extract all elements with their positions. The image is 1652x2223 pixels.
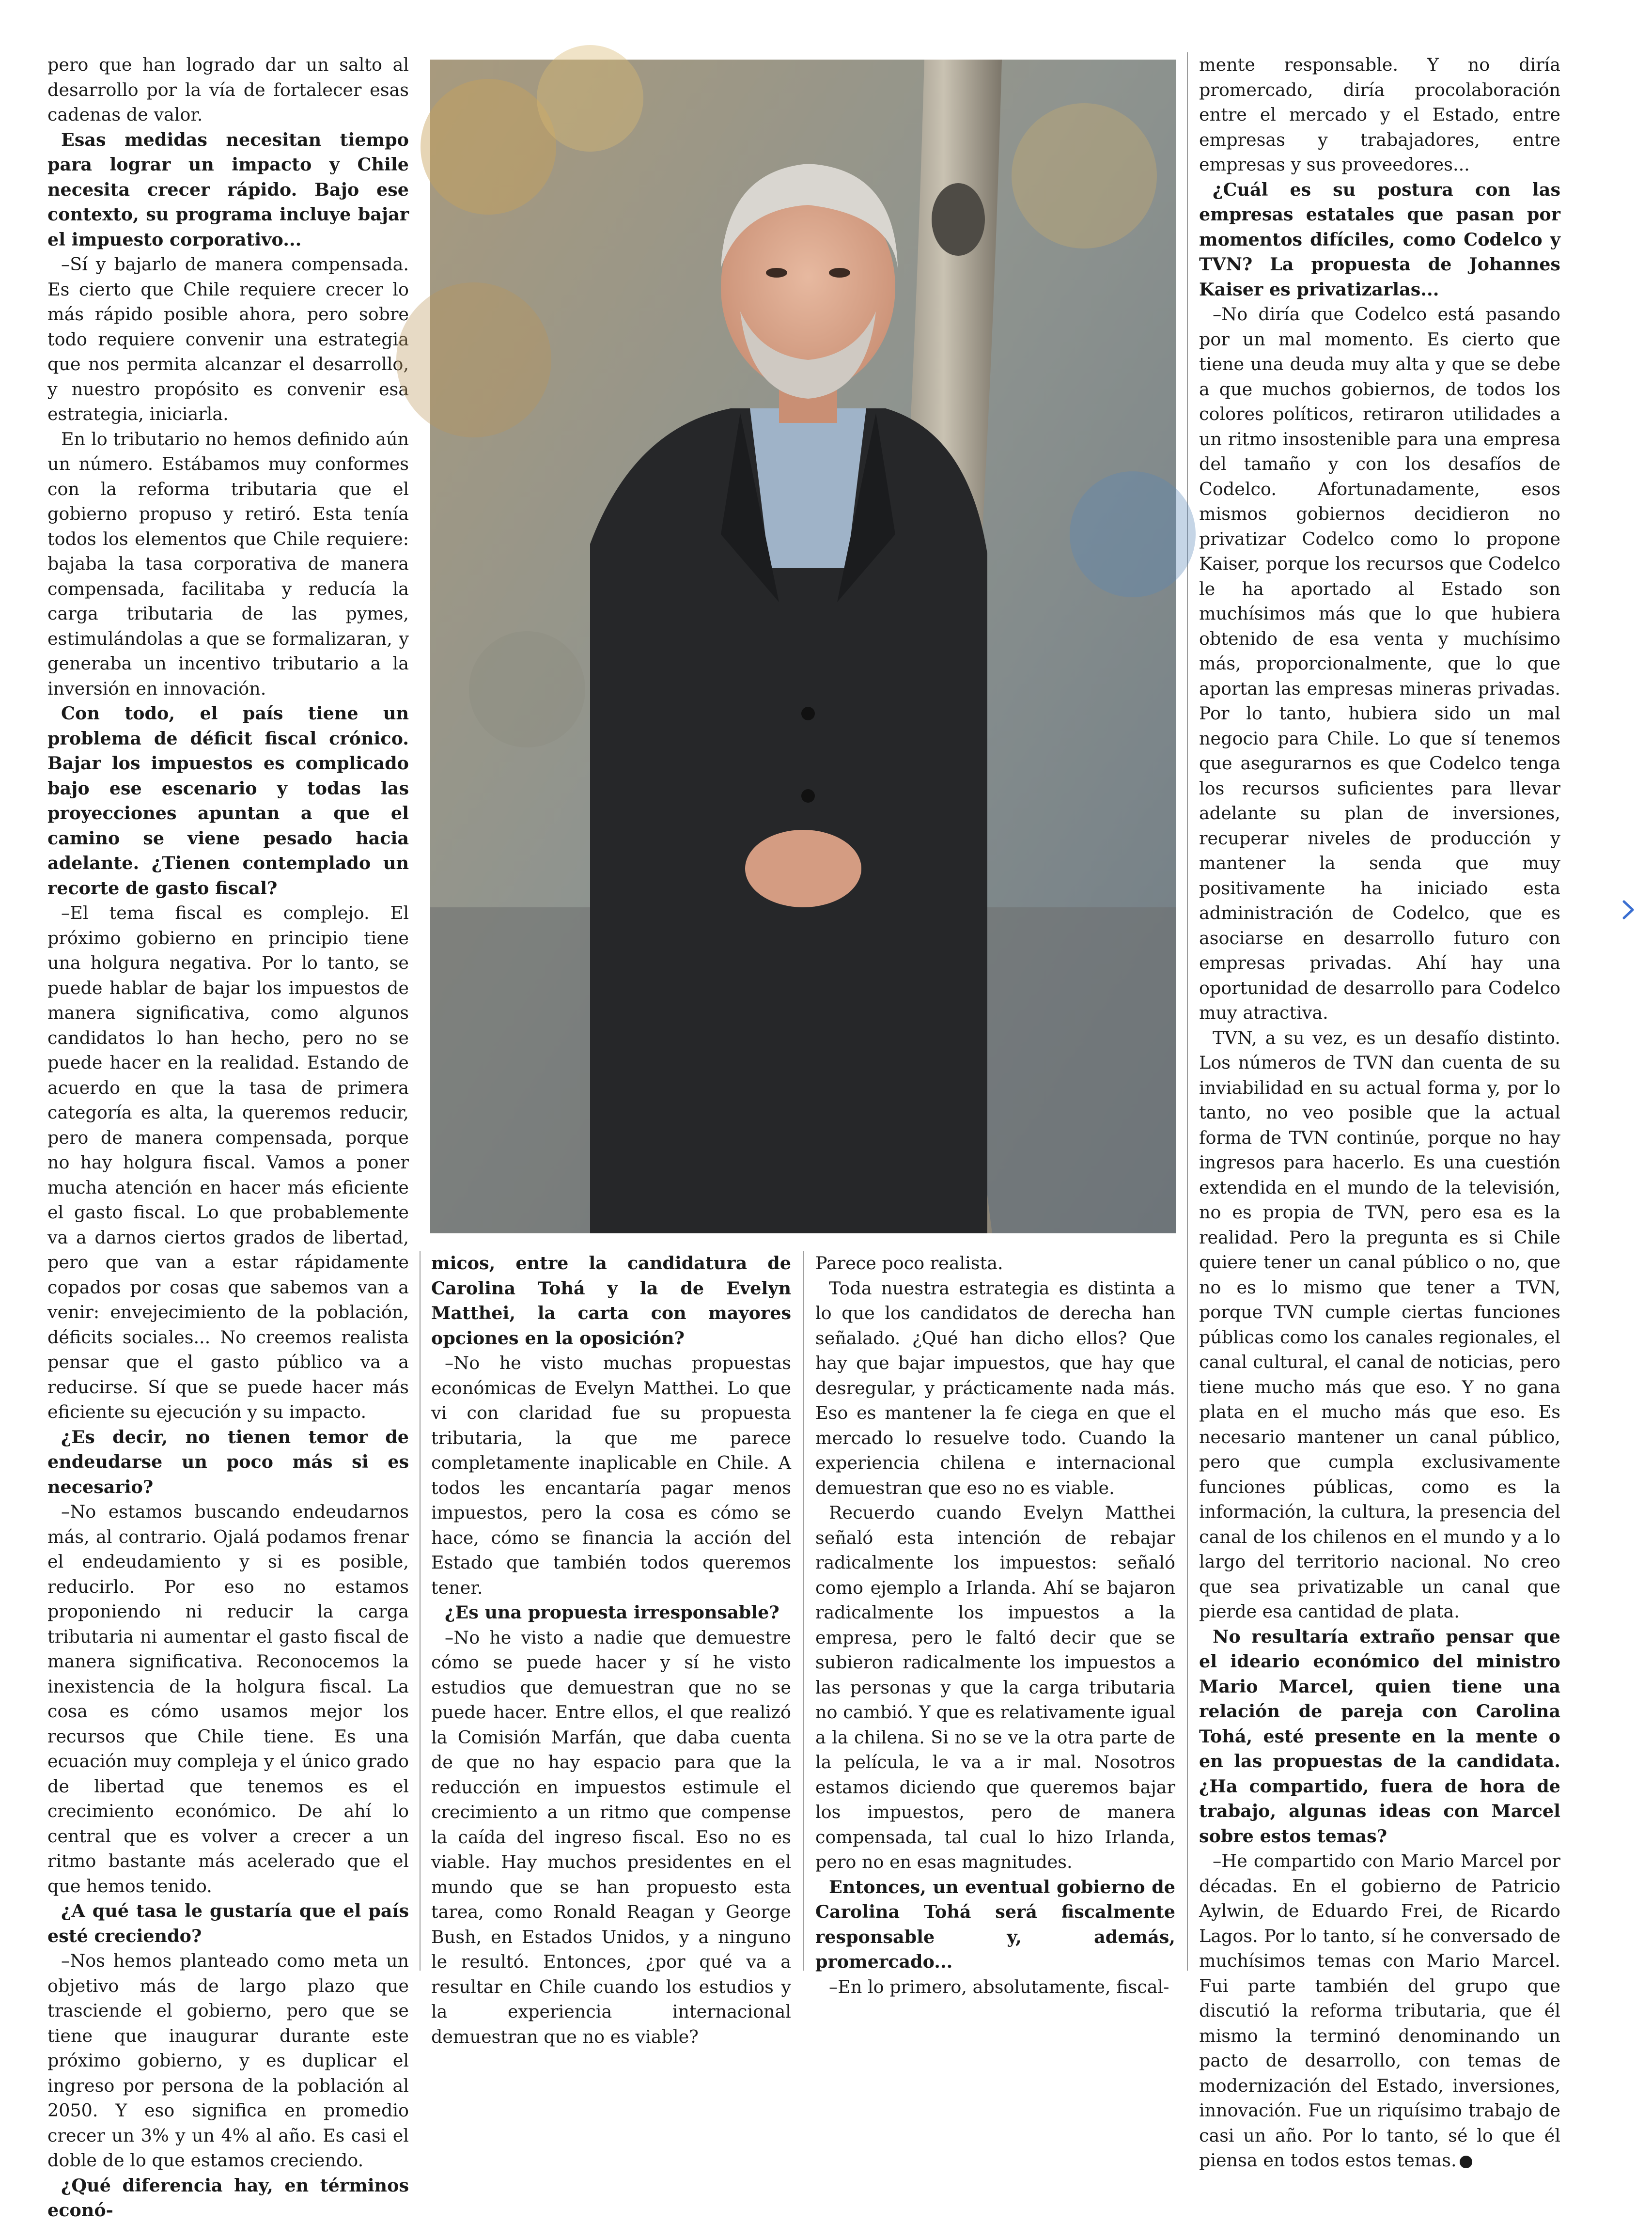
answer-paragraph: –No diría que Codelco está pasando por un mal momento. Es cierto que tiene una deuda muy alta y que se debe a que muchos gobiernos, de todos los colores políticos, retiraron utilidades a un ritmo insostenible para una empresa del tamaño y con los desafíos de Codelco. Afortunadamente, esos mismos gobiernos decidieron no privatizar Codelco como lo propone Kaiser, porque los recursos que Codelco le ha aportado al Estado son muchísimos más que lo que hubiera obtenido de esa venta y muchísimo más, proporcionalmente, que lo que aportan las empresas mineras privadas. Por lo tanto, hubiera sido un mal negocio para Chile. Lo que sí tenemos que asegurarnos es que Codelco tenga los recursos suficientes para llevar adelante su plan de inversiones, recuperar niveles de producción y mantener la senda que muy positivamente ha iniciado esta administración de Codelco, que es asociarse en desarrollo futuro con empresas privadas. Ahí hay una oportunidad de desarrollo para Codelco muy atractiva.	[1199, 304, 1560, 1023]
answer-paragraph: Toda nuestra estrategia es distinta a lo que los candidatos de derecha han señalado. ¿Qué han dicho ellos? Que hay que bajar impuestos, que hay que desregular, y prácticamente nada más. Eso es mantener la fe ciega en que el mercado lo resuelve todo. Cuando la experiencia chilena e internacional demuestran que eso no es viable.	[815, 1277, 1175, 1498]
answer-paragraph: mente responsable. Y no diría promercado, diría procolaboración entre el mercado y el Estado, entre empresas y trabajadores, entre empresas y sus proveedores...	[1199, 54, 1560, 175]
answer-paragraph: –No estamos buscando endeudarnos más, al contrario. Ojalá podamos frenar el endeudamiento y si es posible, reducirlo. Por eso no estamos proponiendo ni reducir la carga tributaria ni aumentar el gasto fiscal de manera significativa. Reconocemos la inexistencia de la holgura fiscal. La cosa es cómo usamos mejor los recursos que Chile tiene. Es una ecuación muy compleja y el único grado de libertad que tenemos es el crecimiento económico. De ahí lo central que es volver a crecer a un ritmo bastante más acelerado que el que hemos tenido.	[47, 1501, 409, 1897]
column-rule	[803, 1251, 804, 1971]
question-paragraph: ¿Cuál es su postura con las empresas estatales que pasan por momentos difíciles, como Codelco y TVN? La propuesta de Johannes Kaiser es privatizarlas...	[1199, 179, 1560, 300]
answer-paragraph: pero que han logrado dar un salto al desarrollo por la vía de fortalecer esas cadenas de valor.	[47, 54, 409, 125]
column-rule	[420, 1251, 421, 1971]
column-rule	[1187, 52, 1188, 1971]
chevron-right-icon	[1613, 893, 1642, 927]
answer-paragraph: –Sí y bajarlo de manera compensada. Es cierto que Chile requiere crecer lo más rápido posible ahora, pero sobre todo requiere convenir una estrategia que nos permita alcanzar el desarrollo, y nuestro propósito es convenir esa estrategia, iniciarla.	[47, 254, 409, 424]
portrait-photo	[430, 60, 1176, 1233]
end-mark-icon: P	[1460, 2156, 1472, 2168]
answer-paragraph: En lo tributario no hemos definido aún un número. Estábamos muy conformes con la reforma tributaria que el gobierno propuso y retiró. Esta tenía todos los elementos que Chile requiere: bajaba la tasa corporativa de manera compensada, facilitaba y reducía la carga tributaria de las pymes, estimulándolas a que se formalizaran, y generaba un incentivo tributario a la inversión en innovación.	[47, 428, 409, 699]
question-paragraph: ¿Qué diferencia hay, en términos econó-	[47, 2175, 409, 2221]
article-column-1	[47, 52, 409, 2221]
answer-paragraph: –Nos hemos planteado como meta un objetivo más de largo plazo que trasciende el gobierno, pero que se tiene que inaugurar durante este próximo gobierno, y es duplicar el ingreso por persona de la población al 2050. Y eso significa en promedio crecer un 3% y un 4% al año. Es casi el doble de lo que estamos creciendo.	[47, 1950, 409, 2171]
answer-paragraph: Recuerdo cuando Evelyn Matthei señaló esta intención de rebajar radicalmente los impuestos: señaló como ejemplo a Irlanda. Ahí se bajaron radicalmente los impuestos a la empresa, pero le faltó decir que se subieron radicalmente los impuestos a las personas y que la carga tributaria no cambió. Y que es relativamente igual a la chilena. Si no se ve la otra parte de la película, le va a ir mal. Nosotros estamos diciendo que queremos bajar los impuestos, pero de manera compensada, tal cual lo hizo Irlanda, pero no en esas magnitudes.	[815, 1502, 1175, 1872]
question-paragraph: ¿A qué tasa le gustaría que el país esté creciendo?	[47, 1900, 409, 1946]
answer-paragraph: –En lo primero, absolutamente, fiscal-	[829, 1976, 1169, 1997]
question-paragraph: No resultaría extraño pensar que el ideario económico del ministro Mario Marcel, quien tiene una relación de pareja con Carolina Tohá, esté presente en la mente o en las propuestas de la candidata. ¿Ha compartido, fuera de hora de trabajo, algunas ideas con Marcel sobre estos temas?	[1199, 1626, 1560, 1847]
answer-paragraph: –He compartido con Mario Marcel por décadas. En el gobierno de Patricio Aylwin, de Eduardo Frei, de Ricardo Lagos. Por lo tanto, sí he conversado de muchísimos temas con Mario Marcel. Fui parte también del grupo que discutió la reforma tributaria, que él mismo la terminó denominando un pacto de desarrollo, con temas de modernización del Estado, inversiones, innovación. Fue un riquísimo trabajo de casi un año. Por lo tanto, sé lo que él piensa en todos estos temas. P	[1199, 1850, 1560, 2171]
answer-paragraph: –No he visto a nadie que demuestre cómo se puede hacer y sí he visto estudios que demuestran que no se puede hacer. Entre ellos, el que realizó la Comisión Marfán, que daba cuenta de que no hay espacio para que la reducción en impuestos estimule el crecimiento a un ritmo que compense la caída del ingreso fiscal. Eso no es viable. Hay muchos presidentes en el mundo que se han propuesto esta tarea, como Ronald Reagan y George Bush, en Estados Unidos, y a ninguno le resultó. Entonces, ¿por qué va a resultar en Chile cuando los estudios y la experiencia internacional demuestran que no es viable?	[431, 1627, 791, 2047]
article-column-2	[431, 1251, 791, 2047]
question-paragraph: ¿Es una propuesta irresponsable?	[445, 1602, 779, 1623]
answer-paragraph: –El tema fiscal es complejo. El próximo gobierno en principio tiene una holgura negativa. Por lo tanto, se puede hablar de bajar los impuestos de manera significativa, como algunos candidatos lo han hecho, pero no se puede hacer en la realidad. Estando de acuerdo en que la tasa de primera categoría es alta, la queremos reducir, pero de manera compensada, porque no hay holgura fiscal. Vamos a poner mucha atención en hacer más eficiente el gasto fiscal. Lo que probablemente va a darnos ciertos grados de libertad, pero que van a estar rápidamente copados por cosas que sabemos van a venir: envejecimiento de la población, déficits sociales... No creemos realista pensar que el gasto público va a reducirse. Sí que se puede hacer más eficiente su ejecución y su impacto.	[47, 902, 409, 1422]
question-paragraph: Entonces, un eventual gobierno de Carolina Tohá será fiscalmente responsable y, además, promercado...	[815, 1876, 1175, 1972]
article-column-3	[815, 1251, 1175, 1997]
answer-paragraph: –No he visto muchas propuestas económicas de Evelyn Matthei. Lo que vi con claridad fue su propuesta tributaria, la que me parece completamente inaplicable en Chile. A todos les encantaría pagar menos impuestos, pero la cosa es cómo se hace, cómo se financia la acción del Estado que también todos queremos tener.	[431, 1352, 791, 1598]
question-paragraph: Con todo, el país tiene un problema de déficit fiscal crónico. Bajar los impuestos es complicado bajo ese escenario y todas las proyecciones apuntan a que el camino se viene pesado hacia adelante. ¿Tienen contemplado un recorte de gasto fiscal?	[47, 703, 409, 899]
question-paragraph: ¿Es decir, no tienen temor de endeudarse un poco más si es necesario?	[47, 1426, 409, 1497]
article-column-4	[1199, 52, 1560, 2171]
question-paragraph: Esas medidas necesitan tiempo para lograr un impacto y Chile necesita crecer rápido. Bajo ese contexto, su programa incluye bajar el impuesto corporativo...	[47, 129, 409, 250]
question-paragraph: micos, entre la candidatura de Carolina Tohá y la de Evelyn Matthei, la carta con mayores opciones en la oposición?	[431, 1253, 791, 1349]
next-page-button[interactable]	[1613, 893, 1642, 927]
answer-paragraph: Parece poco realista.	[815, 1253, 1003, 1274]
answer-paragraph: TVN, a su vez, es un desafío distinto. Los números de TVN dan cuenta de su inviabilidad en su actual forma y, por lo tanto, no veo posible que la actual forma de TVN continúe, porque no hay ingresos para hacerlo. Es una cuestión extendida en el mundo de la televisión, no es propia de TVN, pero esa es la realidad. Pero la pregunta es si Chile quiere tener un canal público o no, que no es lo mismo que tener a TVN, porque TVN cumple ciertas funciones públicas como los canales regionales, el canal cultural, el canal de noticias, pero tiene mucho más que eso. Y no gana plata en el mucho más que eso. Es necesario mantener un canal público, pero que cumpla exclusivamente funciones públicas, como es la información, la cultura, la presencia del canal de los chilenos en el mundo y a lo largo del territorio nacional. No creo que sea privatizable un canal que pierde esa cantidad de plata.	[1199, 1027, 1560, 1622]
